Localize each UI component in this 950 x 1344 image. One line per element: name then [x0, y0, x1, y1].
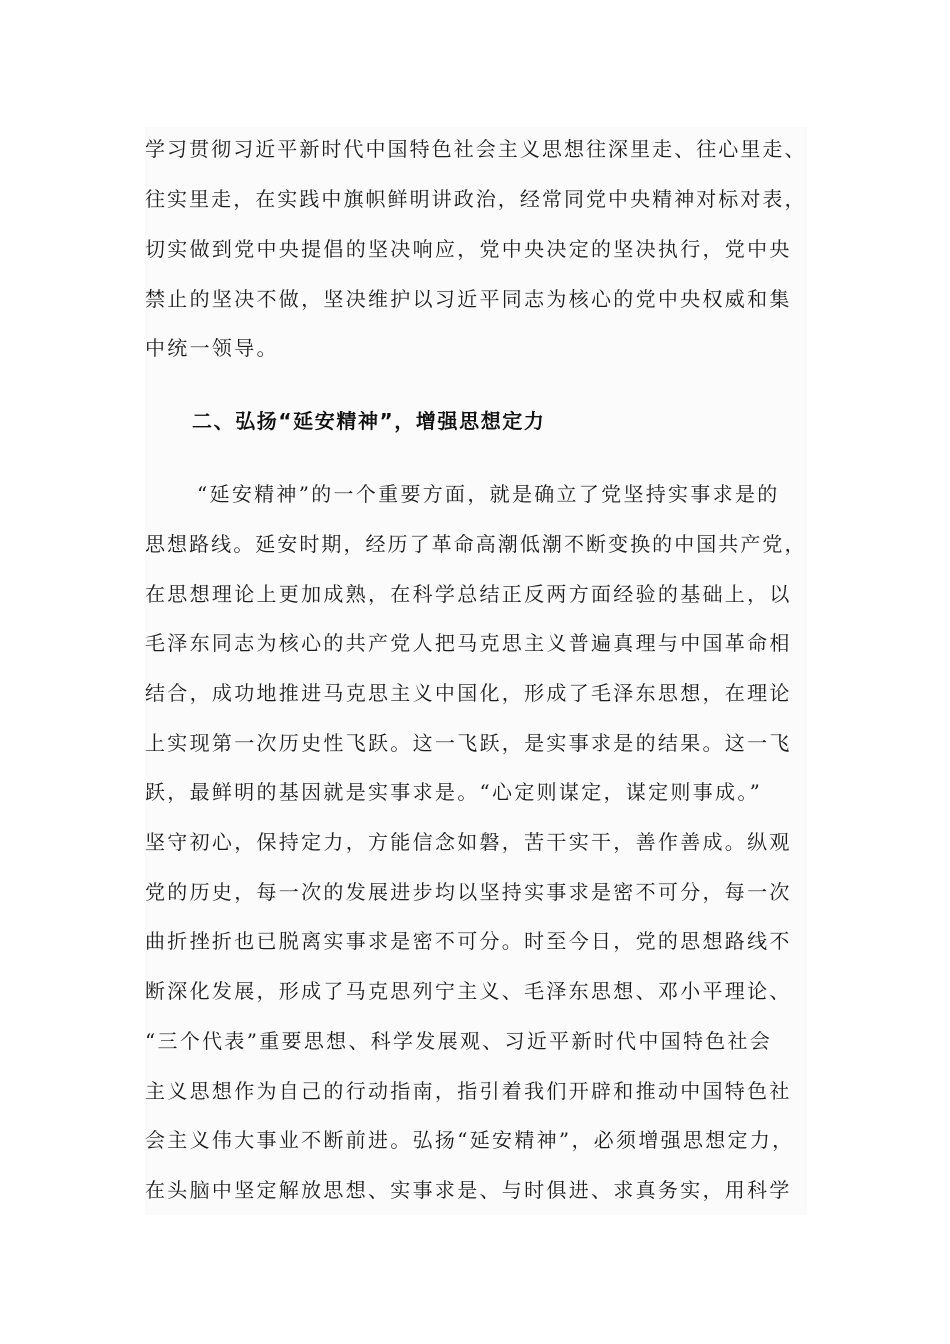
paragraph-1-line-4: 禁止的坚决不做，坚决维护以习近平同志为核心的党中央权威和集	[145, 287, 792, 311]
paragraph-2-line-9: 党的历史，每一次的发展进步均以坚持实事求是密不可分，每一次	[145, 880, 792, 904]
paragraph-1-line-2: 往实里走，在实践中旗帜鲜明讲政治，经常同党中央精神对标对表，	[145, 187, 807, 211]
paragraph-2-line-15: 在头脑中坚定解放思想、实事求是、与时俱进、求真务实，用科学	[145, 1178, 792, 1202]
paragraph-2-line-7: 跃，最鲜明的基因就是实事求是。“心定则谋定，谋定则事成。”	[145, 780, 763, 804]
paragraph-2-line-1: “延安精神”的一个重要方面，就是确立了党坚持实事求是的	[197, 482, 780, 506]
paragraph-2-line-2: 思想路线。延安时期，经历了革命高潮低潮不断变换的中国共产党，	[145, 532, 807, 556]
text-block	[145, 127, 807, 1215]
paragraph-1-line-1: 学习贯彻习近平新时代中国特色社会主义思想往深里走、往心里走、	[145, 137, 807, 161]
paragraph-2-line-3: 在思想理论上更加成熟，在科学总结正反两方面经验的基础上，以	[145, 582, 792, 606]
paragraph-1-line-3: 切实做到党中央提倡的坚决响应，党中央决定的坚决执行，党中央	[145, 237, 792, 261]
paragraph-2-line-6: 上实现第一次历史性飞跃。这一飞跃，是实事求是的结果。这一飞	[145, 731, 792, 755]
paragraph-2-line-10: 曲折挫折也已脱离实事求是密不可分。时至今日，党的思想路线不	[145, 929, 792, 953]
paragraph-2-line-11: 断深化发展，形成了马克思列宁主义、毛泽东思想、邓小平理论、	[145, 979, 792, 1003]
section-heading: 二、弘扬“延安精神”，增强思想定力	[192, 409, 546, 433]
paragraph-2-line-8: 坚守初心，保持定力，方能信念如磐，苦干实干，善作善成。纵观	[145, 830, 792, 854]
paragraph-2-line-13: 主义思想作为自己的行动指南，指引着我们开辟和推动中国特色社	[145, 1079, 792, 1103]
paragraph-2-line-5: 结合，成功地推进马克思主义中国化，形成了毛泽东思想，在理论	[145, 681, 792, 705]
paragraph-1-line-5: 中统一领导。	[145, 336, 279, 360]
paragraph-2-line-12: “三个代表”重要思想、科学发展观、习近平新时代中国特色社会	[145, 1029, 773, 1053]
paragraph-2-line-4: 毛泽东同志为核心的共产党人把马克思主义普遍真理与中国革命相	[145, 631, 792, 655]
paragraph-2-line-14: 会主义伟大事业不断前进。弘扬“延安精神”，必须增强思想定力，	[145, 1128, 795, 1152]
